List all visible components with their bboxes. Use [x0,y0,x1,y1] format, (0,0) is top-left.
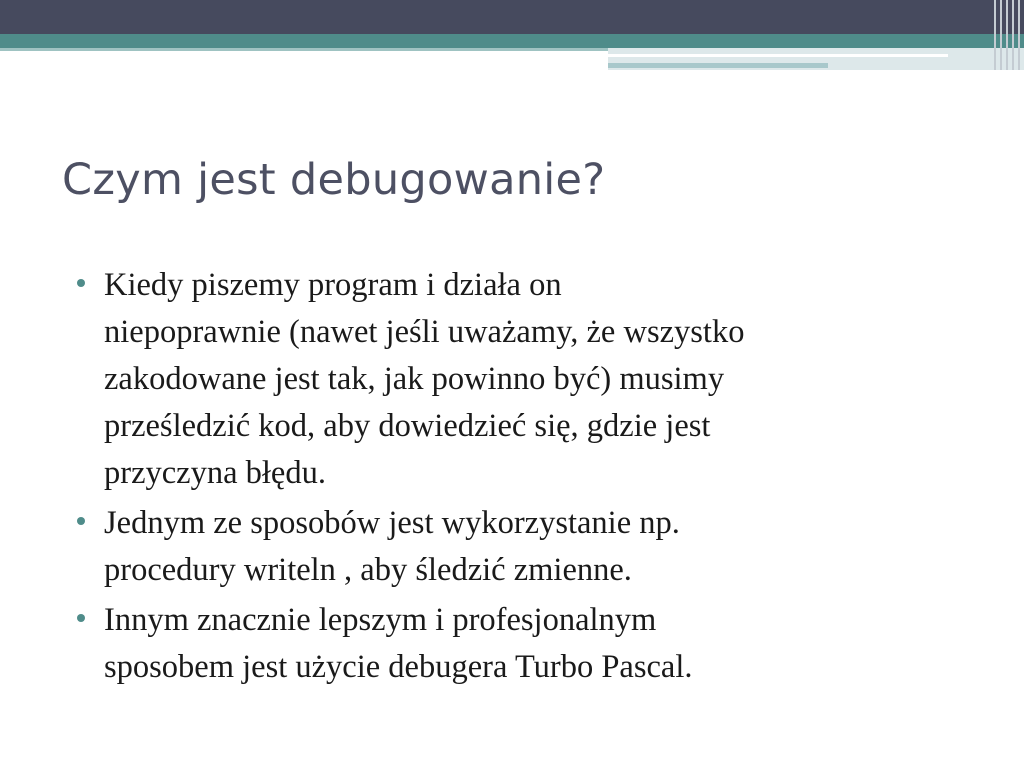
header-band [0,0,1024,70]
bullet-line: procedury writeln , aby śledzić zmienne. [104,552,632,588]
bullet-dot-icon [77,614,85,622]
bullet-item [76,597,976,691]
bullet-item [76,262,976,497]
bullet-dot-icon [77,517,85,525]
bullet-dot-icon [77,279,85,287]
bullet-line: Kiedy piszemy program i działa on [104,267,562,303]
bullet-line: Jednym ze sposobów jest wykorzystanie np. [104,505,680,541]
header-band-teal [0,34,1024,48]
bullet-line: przyczyna błędu. [104,455,326,491]
bullet-list [76,262,976,694]
bullet-line: niepoprawnie (nawet jeśli uważamy, że wszystko [104,314,745,350]
bullet-line: prześledzić kod, aby dowiedzieć się, gdzie jest [104,408,711,444]
bullet-line: zakodowane jest tak, jak powinno być) musimy [104,361,725,397]
header-band-dark [0,0,1024,34]
slide-title: Czym jest debugowanie? [62,155,606,205]
header-band-right-line [608,54,948,57]
header-band-accent-line [0,48,608,51]
bullet-line: sposobem jest użycie debugera Turbo Pascal. [104,649,693,685]
header-band-right-line [608,63,828,68]
bullet-item [76,500,976,594]
bullet-line: Innym znacznie lepszym i profesjonalnym [104,602,657,638]
header-band-stripes [990,0,1024,70]
